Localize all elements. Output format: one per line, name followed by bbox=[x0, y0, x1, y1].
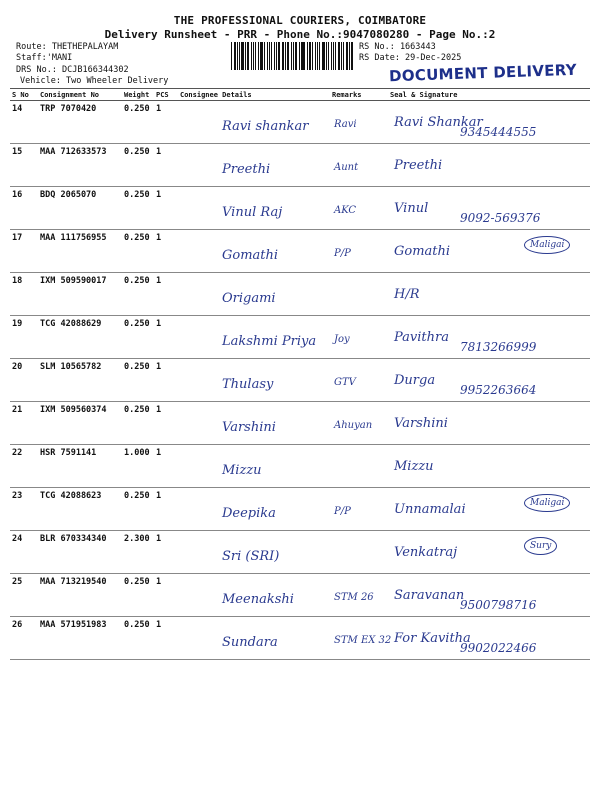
row-consignment-no: TCG 42088623 bbox=[38, 488, 122, 531]
row-sno: 23 bbox=[10, 488, 38, 531]
signature-handwriting: Gomathi bbox=[394, 244, 451, 259]
row-pcs: 1 bbox=[154, 617, 178, 660]
note-handwriting: Maligai bbox=[524, 494, 570, 512]
signature-handwriting: Mizzu bbox=[394, 459, 434, 474]
row-pcs: 1 bbox=[154, 316, 178, 359]
drs-number: DRS No.: DCJB166344302 bbox=[16, 65, 129, 75]
row-sno: 20 bbox=[10, 359, 38, 402]
row-weight: 0.250 bbox=[122, 359, 154, 402]
signature-handwriting: Ravi Shankar bbox=[394, 115, 483, 130]
row-pcs: 1 bbox=[154, 531, 178, 574]
signature-handwriting: Venkatraj bbox=[394, 545, 458, 560]
row-weight: 1.000 bbox=[122, 445, 154, 488]
row-sno: 24 bbox=[10, 531, 38, 574]
row-sno: 17 bbox=[10, 230, 38, 273]
col-header-weight: Weight bbox=[122, 89, 154, 101]
table-row bbox=[10, 531, 590, 574]
signature-handwriting: Vinul bbox=[394, 201, 429, 216]
row-weight: 0.250 bbox=[122, 402, 154, 445]
col-header-consignment: Consignment No bbox=[38, 89, 122, 101]
row-consignment-no: BLR 670334340 bbox=[38, 531, 122, 574]
row-handwritten-area bbox=[178, 187, 590, 230]
row-handwritten-area bbox=[178, 488, 590, 531]
consignee-handwriting: Ravi shankar bbox=[222, 119, 309, 134]
vehicle-info: Vehicle: Two Wheeler Delivery bbox=[20, 76, 169, 86]
row-sno: 26 bbox=[10, 617, 38, 660]
row-weight: 0.250 bbox=[122, 187, 154, 230]
row-weight: 0.250 bbox=[122, 144, 154, 187]
table-row bbox=[10, 144, 590, 187]
row-pcs: 1 bbox=[154, 144, 178, 187]
col-header-remarks: Remarks bbox=[330, 89, 388, 101]
row-handwritten-area bbox=[178, 101, 590, 144]
col-header-signature: Seal & Signature bbox=[388, 89, 590, 101]
row-handwritten-area bbox=[178, 617, 590, 660]
consignee-handwriting: Vinul Raj bbox=[222, 205, 283, 220]
phone-handwriting: 9902022466 bbox=[460, 641, 537, 655]
table-row bbox=[10, 445, 590, 488]
row-sno: 21 bbox=[10, 402, 38, 445]
row-weight: 0.250 bbox=[122, 273, 154, 316]
consignee-handwriting: Lakshmi Priya bbox=[222, 334, 317, 349]
table-row bbox=[10, 574, 590, 617]
row-weight: 0.250 bbox=[122, 316, 154, 359]
remarks-handwriting: STM EX 32 bbox=[334, 635, 392, 646]
consignee-handwriting: Preethi bbox=[222, 162, 271, 177]
row-handwritten-area bbox=[178, 230, 590, 273]
row-handwritten-area bbox=[178, 574, 590, 617]
table-row bbox=[10, 187, 590, 230]
row-pcs: 1 bbox=[154, 574, 178, 617]
row-pcs: 1 bbox=[154, 273, 178, 316]
row-handwritten-area bbox=[178, 359, 590, 402]
row-handwritten-area bbox=[178, 531, 590, 574]
row-consignment-no: MAA 111756955 bbox=[38, 230, 122, 273]
row-consignment-no: MAA 713219540 bbox=[38, 574, 122, 617]
consignee-handwriting: Mizzu bbox=[222, 463, 262, 478]
row-weight: 0.250 bbox=[122, 230, 154, 273]
remarks-handwriting: GTV bbox=[334, 377, 356, 388]
row-weight: 0.250 bbox=[122, 617, 154, 660]
consignee-handwriting: Deepika bbox=[222, 506, 276, 521]
row-handwritten-area bbox=[178, 402, 590, 445]
remarks-handwriting: STM 26 bbox=[334, 592, 374, 603]
phone-handwriting: 9345444555 bbox=[460, 125, 537, 139]
route-info: Route: THETHEPALAYAM bbox=[16, 42, 119, 52]
consignee-handwriting: Varshini bbox=[222, 420, 276, 435]
row-pcs: 1 bbox=[154, 488, 178, 531]
note-handwriting: Maligai bbox=[524, 236, 570, 254]
consignee-handwriting: Gomathi bbox=[222, 248, 279, 263]
signature-handwriting: Saravanan bbox=[394, 588, 465, 603]
phone-handwriting: 9952263664 bbox=[460, 383, 537, 397]
barcode bbox=[231, 42, 355, 70]
phone-handwriting: 9500798716 bbox=[460, 598, 537, 612]
phone-handwriting: 7813266999 bbox=[460, 340, 537, 354]
remarks-handwriting: Ravi bbox=[334, 119, 357, 130]
signature-handwriting: For Kavitha bbox=[394, 631, 471, 646]
table-row bbox=[10, 402, 590, 445]
col-header-consignee: Consignee Details bbox=[178, 89, 330, 101]
table-row bbox=[10, 359, 590, 402]
table-row bbox=[10, 230, 590, 273]
row-consignment-no: TCG 42088629 bbox=[38, 316, 122, 359]
signature-handwriting: Preethi bbox=[394, 158, 443, 173]
row-weight: 0.250 bbox=[122, 488, 154, 531]
row-consignment-no: HSR 7591141 bbox=[38, 445, 122, 488]
table-header-row bbox=[10, 89, 590, 101]
signature-handwriting: Unnamalai bbox=[394, 502, 466, 517]
row-consignment-no: IXM 509560374 bbox=[38, 402, 122, 445]
row-consignment-no: IXM 509590017 bbox=[38, 273, 122, 316]
row-handwritten-area bbox=[178, 144, 590, 187]
row-handwritten-area bbox=[178, 316, 590, 359]
phone-handwriting: 9092-569376 bbox=[460, 211, 541, 225]
remarks-handwriting: Ahuyan bbox=[334, 420, 373, 431]
staff-info: Staff:'MANI bbox=[16, 53, 73, 63]
table-row bbox=[10, 617, 590, 660]
row-pcs: 1 bbox=[154, 445, 178, 488]
row-pcs: 1 bbox=[154, 101, 178, 144]
row-sno: 22 bbox=[10, 445, 38, 488]
table-row bbox=[10, 101, 590, 144]
remarks-handwriting: P/P bbox=[334, 506, 351, 517]
rs-number: RS No.: 1663443 bbox=[359, 42, 436, 52]
col-header-sno: S No bbox=[10, 89, 38, 101]
consignee-handwriting: Meenakshi bbox=[222, 592, 294, 607]
row-consignment-no: MAA 712633573 bbox=[38, 144, 122, 187]
runsheet-subtitle: Delivery Runsheet - PRR - Phone No.:9047080280 - Page No.:2 bbox=[104, 28, 496, 41]
row-weight: 2.300 bbox=[122, 531, 154, 574]
row-sno: 14 bbox=[10, 101, 38, 144]
consignee-handwriting: Origami bbox=[222, 291, 276, 306]
consignee-handwriting: Sri (SRI) bbox=[222, 549, 280, 564]
signature-handwriting: Pavithra bbox=[394, 330, 449, 345]
table-row bbox=[10, 273, 590, 316]
row-consignment-no: SLM 10565782 bbox=[38, 359, 122, 402]
rs-date: RS Date: 29-Dec-2025 bbox=[359, 53, 462, 63]
row-pcs: 1 bbox=[154, 187, 178, 230]
row-consignment-no: BDQ 2065070 bbox=[38, 187, 122, 230]
row-pcs: 1 bbox=[154, 402, 178, 445]
row-sno: 15 bbox=[10, 144, 38, 187]
row-sno: 18 bbox=[10, 273, 38, 316]
row-sno: 25 bbox=[10, 574, 38, 617]
remarks-handwriting: AKC bbox=[334, 205, 357, 216]
remarks-handwriting: Aunt bbox=[334, 162, 359, 173]
remarks-handwriting: P/P bbox=[334, 248, 351, 259]
row-sno: 16 bbox=[10, 187, 38, 230]
row-consignment-no: MAA 571951983 bbox=[38, 617, 122, 660]
row-weight: 0.250 bbox=[122, 574, 154, 617]
col-header-pcs: PCS bbox=[154, 89, 178, 101]
company-title: THE PROFESSIONAL COURIERS, COIMBATORE bbox=[173, 14, 427, 27]
runsheet-table bbox=[10, 88, 590, 660]
signature-handwriting: Durga bbox=[394, 373, 436, 388]
row-handwritten-area bbox=[178, 273, 590, 316]
note-handwriting: Sury bbox=[524, 537, 557, 555]
consignee-handwriting: Sundara bbox=[222, 635, 278, 650]
row-consignment-no: TRP 7070420 bbox=[38, 101, 122, 144]
row-pcs: 1 bbox=[154, 230, 178, 273]
table-row bbox=[10, 488, 590, 531]
row-sno: 19 bbox=[10, 316, 38, 359]
row-weight: 0.250 bbox=[122, 101, 154, 144]
row-pcs: 1 bbox=[154, 359, 178, 402]
signature-handwriting: H/R bbox=[394, 287, 420, 302]
signature-handwriting: Varshini bbox=[394, 416, 448, 431]
table-row bbox=[10, 316, 590, 359]
consignee-handwriting: Thulasy bbox=[222, 377, 274, 392]
remarks-handwriting: Joy bbox=[334, 334, 350, 345]
document-delivery-stamp: DOCUMENT DELIVERY bbox=[388, 60, 578, 86]
row-handwritten-area bbox=[178, 445, 590, 488]
